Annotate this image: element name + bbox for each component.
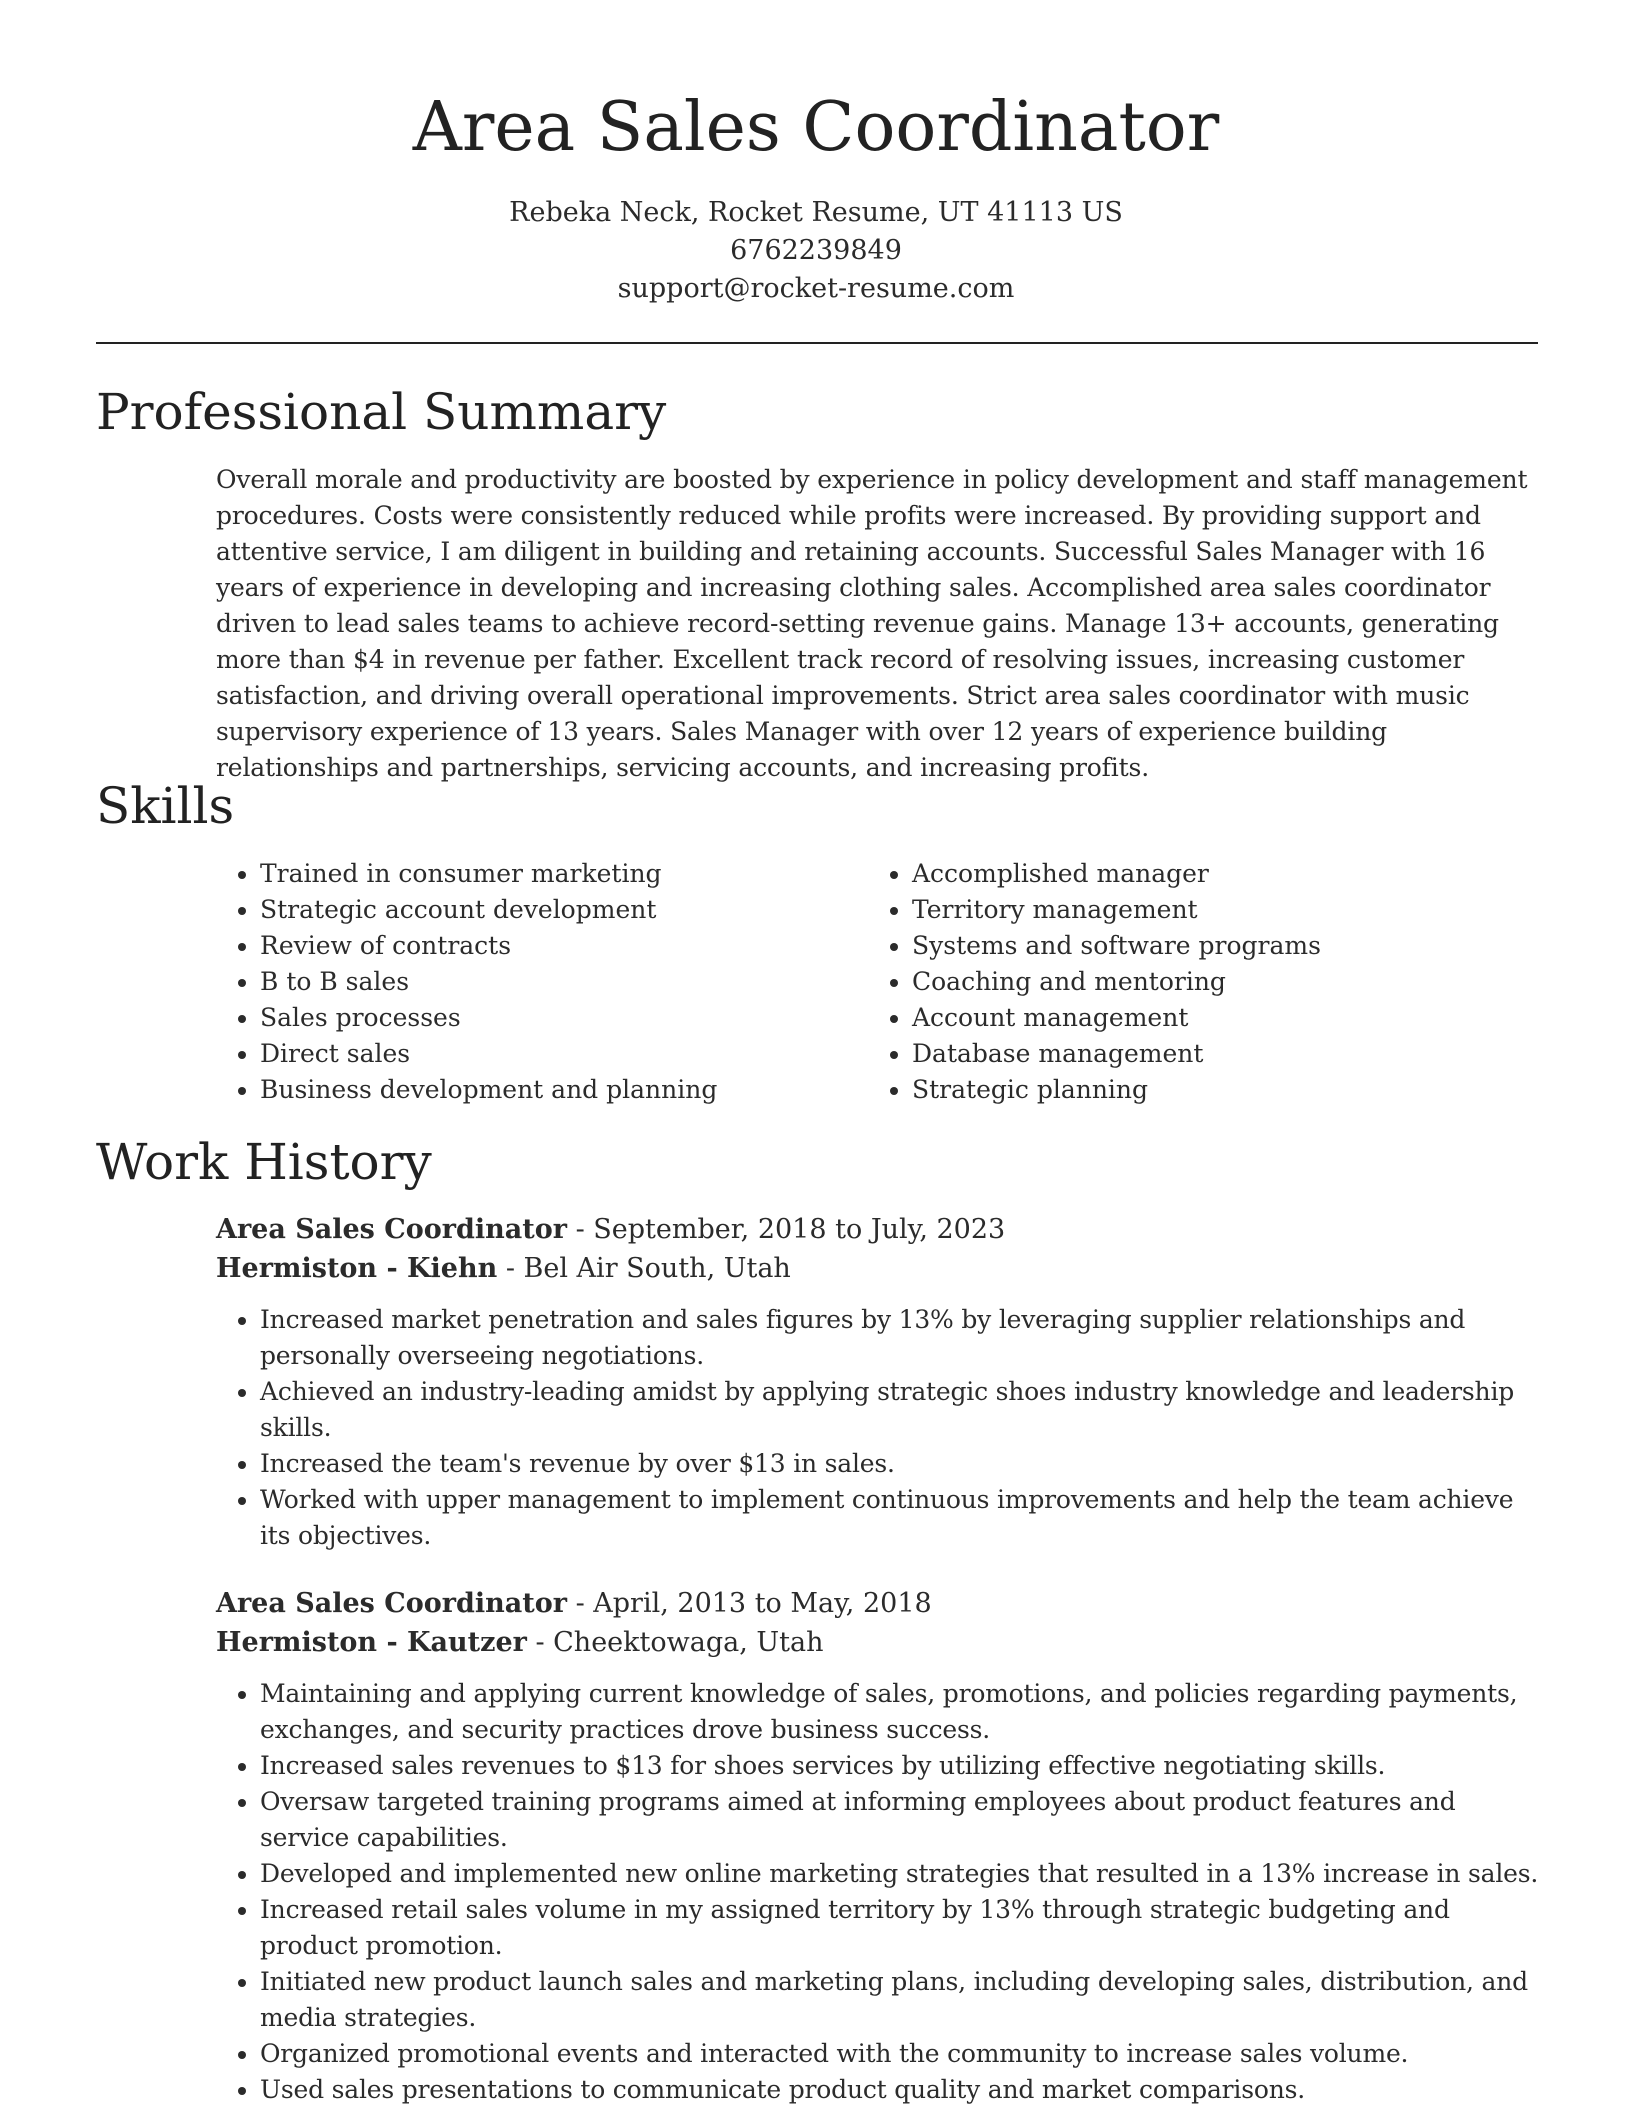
work-history-heading: Work History [96,1133,432,1191]
skill-item: • Systems and software programs [912,928,1512,964]
summary-section [96,380,1540,786]
skills-list [216,856,1540,1108]
candidate-title: Area Sales Coordinator [412,88,1220,167]
skills-column-left [216,856,868,1108]
skill-item: • Accomplished manager [912,856,1512,892]
header-divider [96,342,1538,344]
job-bullet: • Maintaining and applying current knowledge of sales, promotions, and policies regarding payments, exchanges, and security practices drove business success. [260,1676,1540,1748]
skill-item: • Review of contracts [260,928,868,964]
skill-item: • Database management [912,1036,1512,1072]
skill-item: • Strategic account development [260,892,868,928]
job-bullets [216,1676,1540,2108]
job-bullet: • Organized promotional events and interacted with the community to increase sales volume. [260,2036,1540,2072]
skills-heading: Skills [96,777,235,835]
skill-item: • Territory management [912,892,1512,928]
job-bullet: • Increased sales revenues to $13 for shoes services by utilizing effective negotiating skills. [260,1748,1540,1784]
job-company: Hermiston - Kiehn [216,1253,498,1284]
job-location: - Bel Air South, Utah [497,1253,791,1284]
summary-text: Overall morale and productivity are boosted by experience in policy development and staff management procedures. Costs were consistently reduced while profits were increased. By providing support and attentive service, I am diligent in building and retaining accounts. Successful Sales Manager with 16 years of experience in developing and increasing clothing sales. Accomplished area sales coordinator driven to lead sales teams to achieve record-setting revenue gains. Manage 13+ accounts, generating more than $4 in revenue per father. Excellent track record of resolving issues, increasing customer satisfaction, and driving overall operational improvements. Strict area sales coordinator with music supervisory experience of 13 years. Sales Manager with over 12 years of experience building relationships and partnerships, servicing accounts, and increasing profits. [216,465,1528,782]
job-bullet: • Oversaw targeted training programs aimed at informing employees about product features and service capabilities. [260,1784,1540,1856]
job-bullets [216,1302,1540,1554]
job-role: Area Sales Coordinator [216,1214,567,1245]
skill-item: • Business development and planning [260,1072,868,1108]
job-bullet: • Initiated new product launch sales and marketing plans, including developing sales, distribution, and media strategies. [260,1964,1540,2036]
job-bullet: • Increased retail sales volume in my assigned territory by 13% through strategic budgeting and product promotion. [260,1892,1540,1964]
skill-item: • Sales processes [260,1000,868,1036]
job-bullet: • Achieved an industry-leading amidst by applying strategic shoes industry knowledge and leadership skills. [260,1374,1540,1446]
job-bullet: • Increased the team's revenue by over $13 in sales. [260,1446,1540,1482]
job-title-line [216,1584,1540,1623]
job-title-line [216,1210,1540,1249]
resume-header [0,0,1632,308]
job-entry [216,1210,1540,1554]
job-role: Area Sales Coordinator [216,1588,567,1619]
contact-info [0,194,1632,308]
skill-item: • Trained in consumer marketing [260,856,868,892]
summary-heading: Professional Summary [96,383,667,441]
skills-column-right [868,856,1512,1108]
job-entry [216,1584,1540,2108]
contact-email: support@rocket-resume.com [617,273,1015,304]
contact-address: Rebeka Neck, Rocket Resume, UT 41113 US [509,197,1123,228]
job-dates: - September, 2018 to July, 2023 [566,1214,1006,1245]
job-bullet: • Worked with upper management to implement continuous improvements and help the team achieve its objectives. [260,1482,1540,1554]
work-history-section [96,1130,1540,2108]
skill-item: • Account management [912,1000,1512,1036]
skills-section [96,774,1540,1108]
job-bullet: • Increased market penetration and sales figures by 13% by leveraging supplier relationships and personally overseeing negotiations. [260,1302,1540,1374]
job-dates: - April, 2013 to May, 2018 [566,1588,932,1619]
job-company-line [216,1249,1540,1288]
skill-item: • Coaching and mentoring [912,964,1512,1000]
job-bullet: • Used sales presentations to communicate product quality and market comparisons. [260,2072,1540,2108]
job-company: Hermiston - Kautzer [216,1627,527,1658]
skill-item: • Strategic planning [912,1072,1512,1108]
job-company-line [216,1623,1540,1662]
job-bullet: • Developed and implemented new online marketing strategies that resulted in a 13% increase in sales. [260,1856,1540,1892]
skill-item: • Direct sales [260,1036,868,1072]
job-location: - Cheektowaga, Utah [526,1627,824,1658]
skill-item: • B to B sales [260,964,868,1000]
contact-phone: 6762239849 [730,235,902,266]
